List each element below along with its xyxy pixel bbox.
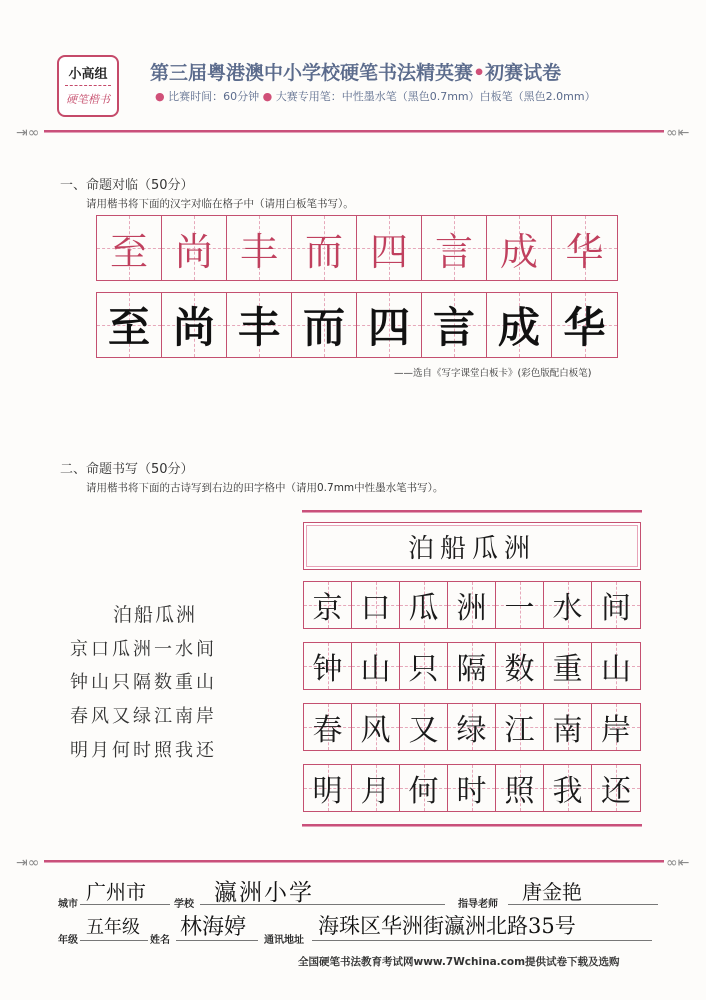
grade-field[interactable]: 五年级	[86, 917, 140, 938]
page-title	[150, 58, 561, 85]
grid-character: 时	[456, 774, 487, 809]
grid-character: 至	[107, 303, 150, 352]
grid-cell	[487, 216, 552, 280]
title-main: 第三届粤港澳中小学校硬笔书法精英赛	[150, 62, 474, 84]
grid-cell[interactable]	[592, 582, 640, 628]
grid-cell	[552, 216, 617, 280]
grid-character: 月	[360, 774, 391, 809]
poem-line: 明月何时照我还	[70, 740, 217, 761]
poem-title: 泊船瓜洲	[113, 604, 198, 626]
grid-cell[interactable]	[162, 293, 227, 357]
grid-cell[interactable]	[400, 765, 448, 811]
swirl-ornament-icon: ∞⇤	[666, 125, 690, 141]
footer-divider	[44, 860, 664, 863]
grid-cell[interactable]	[496, 582, 544, 628]
address-field[interactable]: 海珠区华洲街瀛洲北路35号	[318, 914, 576, 938]
poem-writing-grid[interactable]	[303, 581, 641, 812]
grid-cell[interactable]	[544, 765, 592, 811]
address-label: 通讯地址	[264, 935, 304, 946]
grid-cell[interactable]	[448, 704, 496, 750]
grid-character: 口	[360, 591, 391, 626]
page-subtitle	[155, 88, 596, 104]
grid-cell[interactable]	[544, 704, 592, 750]
name-underline	[176, 940, 258, 941]
grid-cell[interactable]	[227, 293, 292, 357]
city-label: 城市	[58, 899, 78, 910]
grid-cell[interactable]	[304, 643, 352, 689]
name-label: 姓名	[150, 935, 170, 946]
grid-character: 风	[360, 713, 391, 748]
badge-divider	[65, 85, 111, 86]
section1-heading: 一、命题对临（50分）	[60, 178, 194, 193]
section1-instruction: 请用楷书将下面的汉字对临在格子中（请用白板笔书写）。	[86, 198, 354, 210]
grid-cell[interactable]	[352, 765, 400, 811]
grid-cell[interactable]	[400, 643, 448, 689]
grid-cell	[357, 216, 422, 280]
grid-character: 成	[499, 229, 538, 274]
city-underline	[80, 904, 170, 905]
grid-cell	[422, 216, 487, 280]
copy-character-grid[interactable]	[96, 292, 618, 358]
grid-character: 还	[601, 774, 631, 809]
title-dot: •	[473, 62, 486, 84]
grid-character: 山	[601, 652, 631, 687]
grid-character: 明	[312, 774, 343, 809]
grid-character: 隔	[456, 652, 487, 687]
grid-character: 一	[504, 591, 535, 626]
grid-cell[interactable]	[592, 643, 640, 689]
grid-cell[interactable]	[592, 765, 640, 811]
header-divider	[44, 130, 664, 133]
badge-group-label: 小高组	[68, 67, 108, 82]
grid-character: 至	[109, 229, 148, 274]
school-underline	[200, 904, 445, 905]
grid-character: 四	[367, 303, 410, 352]
grid-character: 华	[563, 303, 606, 352]
poem-grid-row	[303, 764, 641, 812]
poem-bottom-divider	[302, 824, 642, 827]
grid-character: 只	[408, 652, 439, 687]
city-field[interactable]: 广州市	[86, 880, 146, 904]
footer-note: 全国硬笔书法教育考试网www.7Wchina.com提供试卷下载及选购	[298, 956, 620, 968]
grid-character: 京	[312, 591, 343, 626]
time-info: 比赛时间：60分钟	[168, 90, 260, 103]
grid-cell[interactable]	[496, 704, 544, 750]
grid-character: 成	[497, 303, 540, 352]
grid-cell[interactable]	[496, 643, 544, 689]
poem-line: 钟山只隔数重山	[70, 672, 217, 693]
grid-cell[interactable]	[496, 765, 544, 811]
grid-cell[interactable]	[97, 293, 162, 357]
pen-info: 大赛专用笔：中性墨水笔（黑色0.7mm）白板笔（黑色2.0mm）	[275, 90, 596, 103]
grid-character: 重	[552, 652, 583, 687]
grid-cell[interactable]	[422, 293, 487, 357]
poem-top-divider	[302, 510, 642, 513]
section2-heading: 二、命题书写（50分）	[60, 462, 194, 477]
grid-cell[interactable]	[448, 765, 496, 811]
poem-grid-row	[303, 703, 641, 751]
grid-character: 而	[304, 229, 343, 274]
grid-cell[interactable]	[544, 582, 592, 628]
swirl-ornament-icon: ∞⇤	[666, 855, 690, 871]
grid-character: 我	[552, 774, 583, 809]
grid-cell[interactable]	[448, 582, 496, 628]
grid-cell[interactable]	[352, 643, 400, 689]
poem-grid-row	[303, 581, 641, 629]
grid-character: 言	[434, 229, 473, 274]
grid-cell[interactable]	[592, 704, 640, 750]
group-badge	[57, 55, 119, 117]
badge-category-label: 硬笔楷书	[66, 93, 110, 106]
teacher-label: 指导老师	[458, 899, 498, 910]
grid-character: 尚	[172, 303, 215, 352]
grid-cell	[162, 216, 227, 280]
grid-cell[interactable]	[400, 704, 448, 750]
address-underline	[312, 940, 652, 941]
title-tail: 初赛试卷	[485, 62, 562, 84]
grid-character: 言	[432, 303, 475, 352]
grid-cell[interactable]	[352, 582, 400, 628]
grid-cell[interactable]	[448, 643, 496, 689]
poem-grid-row	[303, 642, 641, 690]
poem-line: 春风又绿江南岸	[70, 706, 217, 727]
name-field[interactable]: 林海婷	[180, 915, 247, 940]
grid-character: 山	[360, 652, 391, 687]
grid-cell[interactable]	[292, 293, 357, 357]
grid-character: 华	[565, 229, 604, 274]
bullet-icon: ●	[155, 90, 165, 103]
grid-cell[interactable]	[304, 704, 352, 750]
grid-character: 水	[552, 591, 583, 626]
grid-cell	[227, 216, 292, 280]
grid-character: 间	[601, 591, 631, 626]
grid-character: 江	[504, 713, 535, 748]
grid-character: 丰	[237, 303, 280, 352]
grid-cell[interactable]	[400, 582, 448, 628]
grid-character: 南	[552, 713, 583, 748]
swirl-ornament-icon: ⇥∞	[16, 855, 40, 871]
model-character-grid	[96, 215, 618, 281]
grid-character: 何	[408, 774, 439, 809]
grid-cell[interactable]	[304, 582, 352, 628]
school-label: 学校	[174, 899, 194, 910]
grid-cell[interactable]	[357, 293, 422, 357]
school-field[interactable]: 瀛洲小学	[214, 880, 314, 906]
grid-character: 而	[302, 303, 345, 352]
grid-character: 尚	[174, 229, 213, 274]
written-title: 泊船瓜洲	[407, 533, 536, 564]
teacher-field[interactable]: 唐金艳	[522, 880, 582, 904]
grid-character: 又	[408, 713, 439, 748]
grid-character: 钟	[312, 652, 343, 687]
grid-character: 照	[504, 774, 535, 809]
grid-cell[interactable]	[487, 293, 552, 357]
grid-character: 数	[504, 652, 535, 687]
grid-character: 四	[369, 229, 408, 274]
swirl-ornament-icon: ⇥∞	[16, 125, 40, 141]
grid-cell	[292, 216, 357, 280]
teacher-underline	[508, 904, 658, 905]
bullet-icon: ●	[262, 90, 273, 103]
written-title-box[interactable]	[303, 522, 641, 570]
section2-instruction: 请用楷书将下面的古诗写到右边的田字格中（请用0.7mm中性墨水笔书写）。	[86, 482, 444, 494]
grid-cell[interactable]	[544, 643, 592, 689]
grid-cell[interactable]	[352, 704, 400, 750]
grid-cell	[97, 216, 162, 280]
source-note: ——选自《写字课堂白板卡》(彩色版配白板笔)	[394, 368, 592, 379]
grid-cell[interactable]	[552, 293, 617, 357]
grid-character: 丰	[239, 229, 278, 274]
grid-cell[interactable]	[304, 765, 352, 811]
grid-character: 绿	[456, 713, 487, 748]
grid-character: 春	[312, 713, 343, 748]
grid-character: 岸	[601, 713, 631, 748]
grade-underline	[80, 940, 148, 941]
grid-character: 瓜	[408, 591, 439, 626]
grade-label: 年级	[58, 935, 78, 946]
poem-line: 京口瓜洲一水间	[70, 639, 217, 660]
grid-character: 洲	[456, 591, 487, 626]
